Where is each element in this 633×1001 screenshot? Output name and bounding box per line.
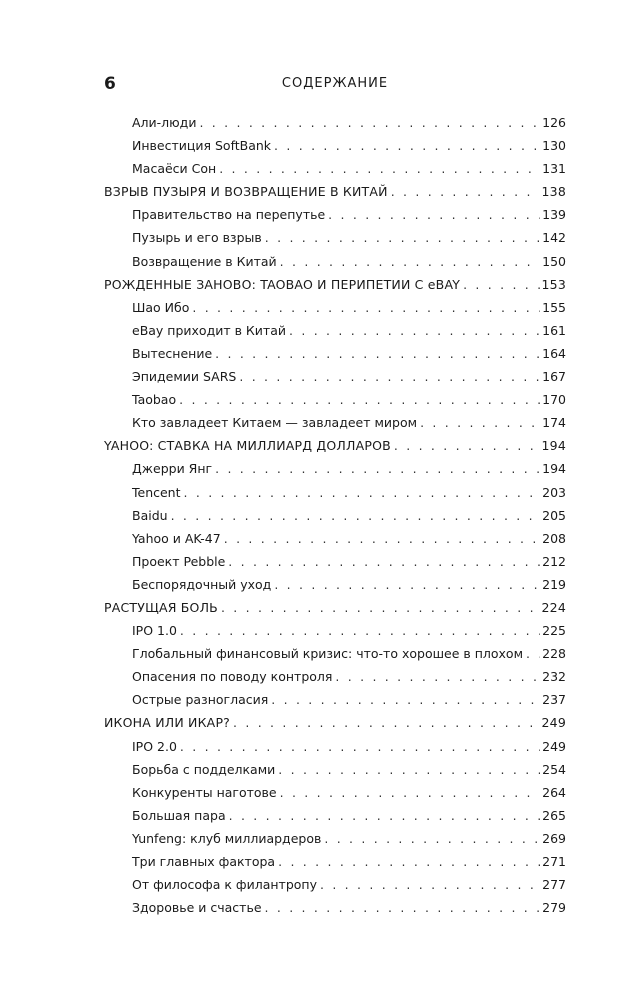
table-of-contents <box>104 111 566 919</box>
toc-section-entry <box>104 134 566 157</box>
toc-section-entry <box>104 642 566 665</box>
toc-section-entry <box>104 504 566 527</box>
toc-section-entry <box>104 873 566 896</box>
toc-section-entry <box>104 665 566 688</box>
toc-chapter-entry <box>104 711 566 734</box>
toc-section-entry <box>104 527 566 550</box>
toc-entry-title: Масаёси Сон <box>132 161 217 177</box>
toc-entry-title: Конкуренты наготове <box>132 784 277 800</box>
toc-dot-leader <box>289 319 540 342</box>
toc-entry-page: 208 <box>542 530 566 546</box>
toc-entry-title: YAHOO: СТАВКА НА МИЛЛИАРД ДОЛЛАРОВ <box>104 438 391 454</box>
toc-dot-leader <box>192 296 540 319</box>
toc-entry-page: 130 <box>542 138 566 154</box>
toc-dot-leader <box>184 481 541 504</box>
toc-dot-leader <box>215 342 540 365</box>
toc-dot-leader <box>265 226 540 249</box>
toc-entry-page: 167 <box>542 369 566 385</box>
toc-dot-leader <box>274 134 540 157</box>
toc-entry-page: 138 <box>541 184 566 200</box>
toc-entry-page: 155 <box>542 299 566 315</box>
toc-entry-title: Али-люди <box>132 115 197 130</box>
toc-chapter-entry <box>104 434 566 457</box>
toc-entry-page: 153 <box>541 276 566 292</box>
toc-entry-title: Три главных фактора <box>132 854 276 869</box>
toc-dot-leader <box>274 573 540 596</box>
toc-entry-title: Инвестиция SoftBank <box>132 138 272 154</box>
toc-chapter-entry <box>104 180 566 203</box>
toc-dot-leader <box>463 273 539 296</box>
toc-entry-page: 265 <box>542 807 566 823</box>
toc-section-entry <box>104 342 566 365</box>
toc-section-entry <box>104 250 566 273</box>
toc-section-entry <box>104 411 566 434</box>
toc-section-entry <box>104 111 566 134</box>
toc-dot-leader <box>394 434 540 457</box>
toc-entry-page: 271 <box>542 854 566 869</box>
toc-entry-page: 139 <box>542 207 566 223</box>
toc-section-entry <box>104 896 566 919</box>
toc-dot-leader <box>239 365 540 388</box>
toc-entry-title: Yahoo и AK-47 <box>132 530 221 546</box>
toc-entry-title: ИКОНА ИЛИ ИКАР? <box>104 715 231 731</box>
toc-section-entry <box>104 688 566 711</box>
page-header <box>104 72 566 96</box>
toc-dot-leader <box>171 504 541 527</box>
toc-entry-page: 232 <box>542 669 566 685</box>
toc-section-entry <box>104 296 566 319</box>
toc-entry-page: 131 <box>542 161 566 177</box>
toc-entry-title: РАСТУЩАЯ БОЛЬ <box>104 599 218 615</box>
toc-entry-title: Эпидемии SARS <box>132 369 237 385</box>
toc-entry-title: РОЖДЕННЫЕ ЗАНОВО: TAOBAO И ПЕРИПЕТИИ С eBAY <box>104 276 461 292</box>
toc-entry-page: 264 <box>542 784 566 800</box>
toc-entry-title: Проект Pebble <box>132 553 226 569</box>
page-number: 6 <box>104 74 116 94</box>
toc-entry-page: 174 <box>542 415 566 431</box>
toc-section-entry <box>104 203 566 226</box>
toc-dot-leader <box>228 550 540 573</box>
toc-dot-leader <box>324 827 540 850</box>
toc-entry-page: 161 <box>542 322 566 338</box>
toc-entry-title: Борьба с подделками <box>132 761 276 777</box>
toc-entry-title: Шао Ибо <box>132 299 190 315</box>
toc-entry-page: 224 <box>541 599 566 615</box>
toc-entry-page: 194 <box>542 461 566 477</box>
toc-entry-page: 279 <box>542 900 566 916</box>
toc-dot-leader <box>224 527 540 550</box>
toc-entry-page: 277 <box>542 877 566 893</box>
toc-chapter-entry <box>104 596 566 619</box>
toc-entry-title: Большая пара <box>132 807 226 823</box>
toc-entry-page: 225 <box>542 623 566 639</box>
toc-entry-page: 126 <box>542 115 566 130</box>
toc-section-entry <box>104 550 566 573</box>
toc-section-entry <box>104 226 566 249</box>
toc-section-entry <box>104 457 566 480</box>
toc-section-entry <box>104 573 566 596</box>
toc-entry-title: IPO 2.0 <box>132 738 177 754</box>
toc-section-entry <box>104 827 566 850</box>
toc-section-entry <box>104 481 566 504</box>
toc-section-entry <box>104 619 566 642</box>
toc-dot-leader <box>280 250 540 273</box>
toc-section-entry <box>104 365 566 388</box>
toc-entry-page: 164 <box>542 345 566 361</box>
toc-dot-leader <box>526 642 540 665</box>
toc-entry-title: Глобальный финансовый кризис: что-то хорошее в плохом <box>132 646 524 662</box>
toc-section-entry <box>104 735 566 758</box>
toc-entry-title: Джерри Янг <box>132 461 213 477</box>
toc-dot-leader <box>335 665 540 688</box>
toc-dot-leader <box>278 758 540 781</box>
toc-entry-page: 142 <box>542 230 566 246</box>
toc-dot-leader <box>328 203 540 226</box>
running-title: СОДЕРЖАНИЕ <box>281 76 389 91</box>
toc-section-entry <box>104 850 566 873</box>
toc-entry-page: 203 <box>542 484 566 500</box>
toc-entry-title: Беспорядочный уход <box>132 576 272 592</box>
toc-dot-leader <box>229 804 541 827</box>
toc-entry-title: Пузырь и его взрыв <box>132 230 262 246</box>
toc-entry-title: Острые разногласия <box>132 692 269 708</box>
toc-entry-title: Кто завладеет Китаем — завладеет миром <box>132 415 418 431</box>
toc-entry-title: Правительство на перепутье <box>132 207 326 223</box>
toc-entry-page: 269 <box>542 830 566 846</box>
toc-dot-leader <box>215 457 540 480</box>
toc-section-entry <box>104 388 566 411</box>
toc-entry-title: Baidu <box>132 507 168 523</box>
toc-dot-leader <box>320 873 540 896</box>
toc-entry-title: ВЗРЫВ ПУЗЫРЯ И ВОЗВРАЩЕНИЕ В КИТАЙ <box>104 184 388 200</box>
toc-dot-leader <box>278 850 540 873</box>
toc-dot-leader <box>271 688 540 711</box>
toc-entry-title: IPO 1.0 <box>132 623 177 639</box>
toc-entry-title: Здоровье и счастье <box>132 900 262 916</box>
toc-entry-title: Taobao <box>132 392 177 408</box>
toc-entry-page: 237 <box>542 692 566 708</box>
toc-section-entry <box>104 758 566 781</box>
toc-dot-leader <box>280 781 541 804</box>
toc-section-entry <box>104 781 566 804</box>
toc-entry-page: 170 <box>542 392 566 408</box>
toc-entry-title: От философа к филантропу <box>132 877 317 893</box>
toc-entry-page: 249 <box>542 738 566 754</box>
toc-dot-leader <box>420 411 540 434</box>
toc-entry-page: 228 <box>542 646 566 662</box>
toc-entry-title: Yunfeng: клуб миллиардеров <box>132 830 322 846</box>
toc-entry-page: 254 <box>542 761 566 777</box>
toc-dot-leader <box>265 896 541 919</box>
toc-dot-leader <box>233 711 540 734</box>
toc-entry-page: 150 <box>542 253 566 269</box>
toc-dot-leader <box>179 388 540 411</box>
toc-dot-leader <box>199 111 540 134</box>
toc-dot-leader <box>180 619 540 642</box>
toc-dot-leader <box>391 180 540 203</box>
toc-entry-title: Вытеснение <box>132 345 213 361</box>
toc-dot-leader <box>219 157 540 180</box>
toc-chapter-entry <box>104 273 566 296</box>
toc-section-entry <box>104 319 566 342</box>
toc-dot-leader <box>221 596 540 619</box>
toc-entry-page: 194 <box>541 438 566 454</box>
toc-entry-title: Опасения по поводу контроля <box>132 669 333 685</box>
toc-section-entry <box>104 157 566 180</box>
toc-entry-page: 205 <box>542 507 566 523</box>
toc-entry-title: Tencent <box>132 484 181 500</box>
toc-dot-leader <box>180 735 540 758</box>
toc-entry-page: 249 <box>541 715 566 731</box>
toc-entry-page: 212 <box>542 553 566 569</box>
toc-entry-page: 219 <box>542 576 566 592</box>
toc-entry-title: eBay приходит в Китай <box>132 322 286 338</box>
toc-section-entry <box>104 804 566 827</box>
toc-entry-title: Возвращение в Китай <box>132 253 277 269</box>
